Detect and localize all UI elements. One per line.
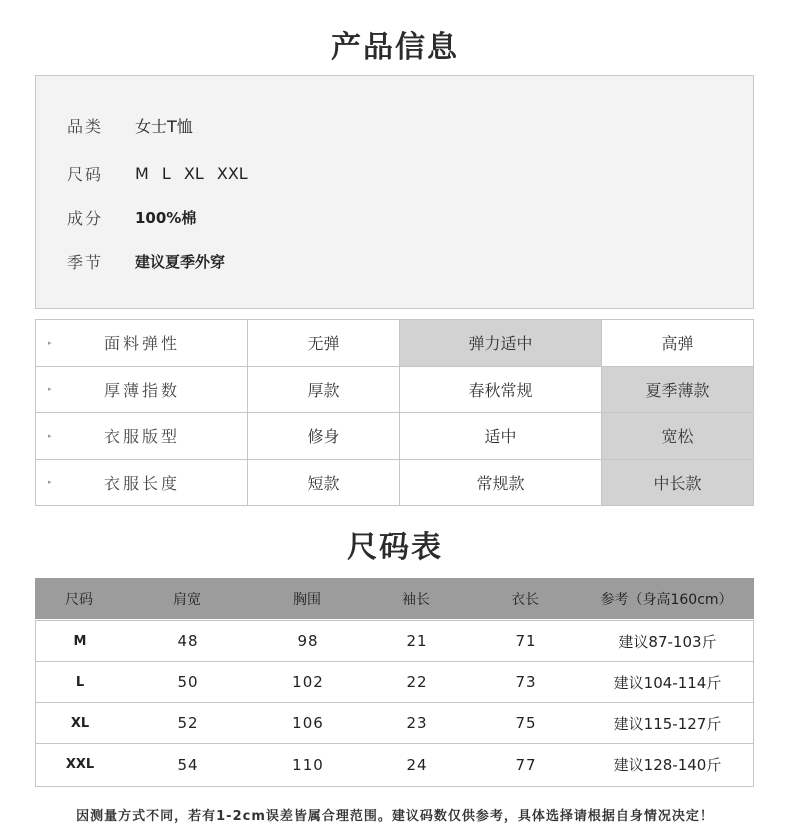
- table-cell: XL: [70, 715, 90, 731]
- table-cell: 75: [515, 714, 537, 732]
- attribute-name: ▸ 厚薄指数: [36, 366, 248, 413]
- attribute-name: ▸ 面料弹性: [36, 320, 248, 367]
- table-cell: 106: [292, 714, 324, 732]
- header-cell: 胸围: [293, 591, 321, 608]
- triangle-right-icon: ▸: [48, 431, 52, 440]
- triangle-right-icon: ▸: [48, 478, 52, 487]
- attribute-name: ▸ 衣服长度: [36, 459, 248, 506]
- measurement-note: 因测量方式不同，若有1-2cm误差皆属合理范围。建议码数仅供参考，具体选择请根据自身情况决定！: [76, 809, 714, 824]
- table-cell: 102: [292, 673, 324, 691]
- attribute-row: [36, 366, 754, 413]
- info-row-size: [67, 162, 248, 185]
- table-cell: 建议115-127斤: [613, 714, 722, 733]
- table-row: [36, 744, 753, 785]
- triangle-right-icon: ▸: [48, 338, 52, 347]
- table-cell: M: [73, 633, 87, 649]
- table-cell: 110: [292, 755, 324, 774]
- table-cell: 52: [177, 714, 199, 732]
- table-cell: 建议87-103斤: [618, 632, 717, 651]
- info-label: 尺码: [67, 165, 104, 184]
- size-table-header: [35, 578, 754, 619]
- table-cell: 22: [406, 673, 428, 691]
- attribute-option: 宽松: [602, 413, 754, 460]
- info-value: M L XL XXL: [135, 164, 248, 183]
- size-chart-title: 尺码表: [347, 530, 443, 565]
- header-cell: 肩宽: [173, 591, 201, 608]
- product-info-title: 产品信息: [331, 30, 459, 65]
- table-cell: 50: [177, 673, 199, 691]
- info-label: 品类: [67, 117, 104, 136]
- table-cell: 23: [406, 714, 428, 732]
- table-row: [36, 621, 753, 662]
- table-cell: 48: [177, 632, 199, 650]
- table-cell: 建议104-114斤: [613, 673, 722, 692]
- attribute-row: [36, 320, 754, 367]
- table-cell: 77: [515, 755, 537, 774]
- table-cell: 54: [177, 755, 199, 774]
- attribute-option: 短款: [248, 459, 400, 506]
- info-value: 建议夏季外穿: [135, 253, 226, 271]
- product-info-box: [35, 75, 754, 309]
- table-cell: 24: [406, 755, 428, 774]
- attribute-option: 修身: [248, 413, 400, 460]
- attribute-option: 夏季薄款: [602, 366, 754, 413]
- info-row-material: [67, 206, 196, 229]
- attribute-table: [35, 319, 754, 506]
- header-cell: 袖长: [402, 591, 430, 608]
- attribute-option: 适中: [400, 413, 602, 460]
- info-label: 季节: [67, 253, 104, 272]
- triangle-right-icon: ▸: [48, 385, 52, 394]
- table-cell: 建议128-140斤: [613, 756, 722, 774]
- attribute-option: 中长款: [602, 459, 754, 506]
- attribute-option: 无弹: [248, 320, 400, 367]
- attribute-row: [36, 413, 754, 460]
- header-cell: 衣长: [511, 591, 539, 608]
- table-cell: 73: [515, 673, 537, 691]
- info-value: 女士T恤: [135, 117, 193, 136]
- attribute-option: 常规款: [400, 459, 602, 506]
- table-row: [36, 662, 753, 703]
- table-cell: L: [75, 674, 85, 690]
- info-row-category: [67, 114, 193, 137]
- info-label: 成分: [67, 209, 104, 228]
- table-row: [36, 703, 753, 744]
- attribute-option: 厚款: [248, 366, 400, 413]
- attribute-option: 春秋常规: [400, 366, 602, 413]
- table-cell: XXL: [65, 757, 95, 772]
- attribute-row: [36, 459, 754, 506]
- size-table-body: [35, 620, 754, 787]
- table-cell: 21: [406, 632, 428, 650]
- attribute-option: 弹力适中: [400, 320, 602, 367]
- attribute-name: ▸ 衣服版型: [36, 413, 248, 460]
- table-cell: 98: [297, 632, 319, 650]
- info-row-season: [67, 250, 225, 273]
- table-cell: 71: [515, 632, 537, 650]
- attribute-option: 高弹: [602, 320, 754, 367]
- header-cell: 尺码: [65, 591, 93, 608]
- header-cell: 参考（身高160cm）: [600, 591, 733, 608]
- info-value: 100%棉: [135, 209, 197, 227]
